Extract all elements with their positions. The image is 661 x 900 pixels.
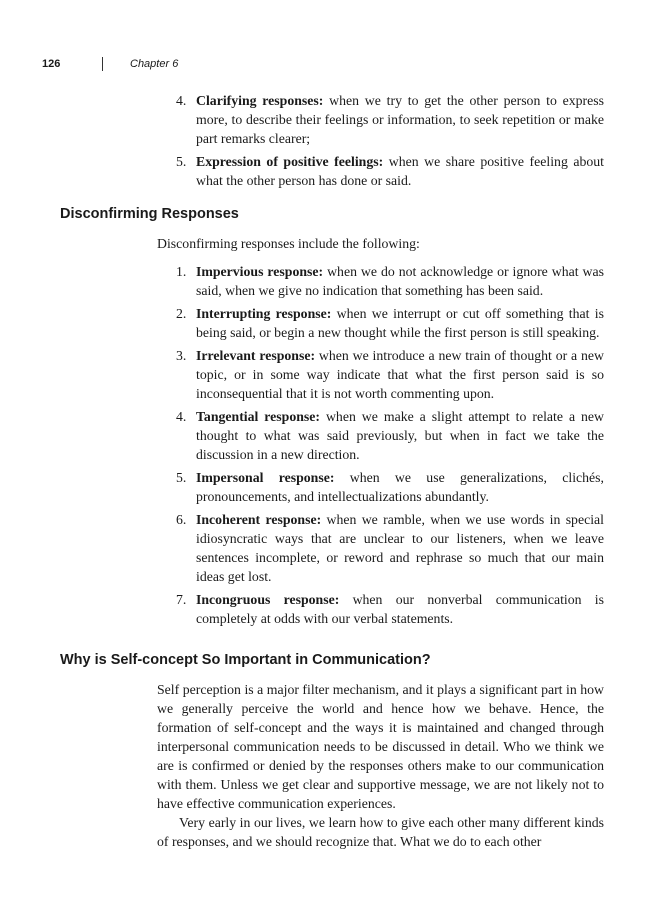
section-body [157, 680, 604, 851]
list-item: 7. Incongruous response: when our nonverbal communication is completely at odds with our verbal statements. [176, 592, 605, 626]
list-item: 1. Impervious response: when we do not acknowledge or ignore what was said, when we give no indication that something has been said. [176, 264, 604, 298]
disconfirming-responses-list [176, 262, 604, 632]
positive-responses-list [176, 91, 604, 194]
list-item: 4. Tangential response: when we make a slight attempt to relate a new thought to what was said previously, but when in fact we take the discussion in a new direction. [176, 409, 604, 462]
list-item: 5. Expression of positive feelings: when we share positive feeling about what the other person has done or said. [176, 154, 605, 188]
list-item: 2. Interrupting response: when we interrupt or cut off something that is being said, or begin a new thought while the first person is still speaking. [176, 306, 604, 340]
section-heading-self-concept: Why is Self-concept So Important in Communication? [60, 652, 431, 668]
list-item: 5. Impersonal response: when we use generalizations, clichés, pronouncements, and intellectualizations abundantly. [176, 470, 604, 504]
list-item: 6. Incoherent response: when we ramble, when we use words in special idiosyncratic ways that are unclear to our listeners, when we leave sentences incomplete, or reword and rephrase so much that our main ideas get lost. [176, 512, 604, 584]
list-item: 3. Irrelevant response: when we introduce a new train of thought or a new topic, or in some way indicate that what the first person said is so inconsequential that it is not worth commenting upon. [176, 348, 604, 401]
running-header [42, 58, 179, 70]
header-divider [102, 57, 103, 71]
section-intro: Disconfirming responses include the following: [157, 236, 420, 251]
list-item: 4. Clarifying responses: when we try to get the other person to express more, to describe their feelings or information, to seek repetition or make part remarks clearer; [176, 93, 604, 146]
section-heading-disconfirming: Disconfirming Responses [60, 206, 239, 222]
page-number: 126 [42, 58, 61, 70]
paragraph-2: Very early in our lives, we learn how to give each other many different kinds of responses, and we should recognize that. What we do to each other [157, 815, 604, 849]
paragraph-1: Self perception is a major filter mechanism, and it plays a significant part in how we generally perceive the world and hence how we behave. Hence, the formation of self-concept and the ways it is maintained and changed through interpersonal communication needs to be discussed in detail. Who we think we are is confirmed or denied by the responses others make to our communication with them. Unless we get clear and supportive message, we are not likely not to have effective communication experiences. [157, 682, 604, 811]
chapter-label: Chapter 6 [130, 58, 179, 70]
